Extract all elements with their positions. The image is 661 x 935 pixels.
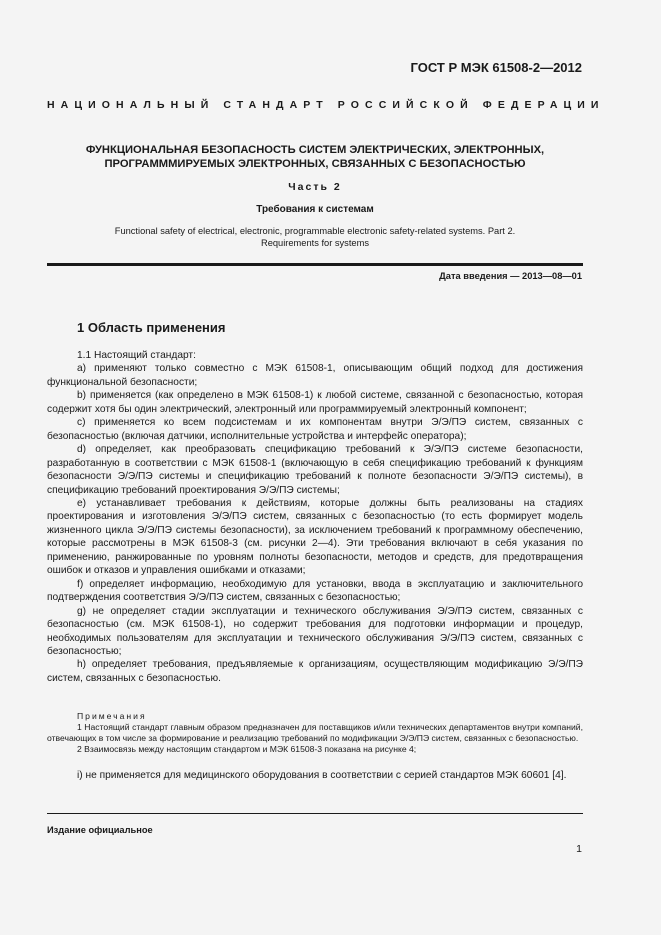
header-divider: [47, 263, 583, 266]
section-heading: 1 Область применения: [77, 320, 226, 335]
list-item: e) устанавливает требования к действиям, которые должны быть реализованы на стадиях проектирования и изготовления Э/Э/ПЭ систем, связанных с безопасностью (то есть формирует модель жизненного цикла Э/Э/ПЭ системы безопасности), за исключением требований к программному обеспечению, которые рассмотрены в МЭК 61508-3 (см. рисунки 2—4). Эти требования включают в себя указания по применению, ранжированные по уровням полноты безопасности, методов и средств, для предотвращения ошибок и отказов и управления ошибками и отказами;: [47, 497, 583, 577]
notes-block: [47, 711, 583, 755]
note-item: 1 Настоящий стандарт главным образом предназначен для поставщиков и/или технических департаментов внутри компаний, отвечающих в том числе за формирование и реализацию требований по модификации Э/Э/ПЭ систем, связанных с безопасностью.: [47, 721, 583, 743]
list-item: b) применяется (как определено в МЭК 61508-1) к любой системе, связанной с безопасностью, которая содержит хотя бы один электрический, электронный или программируемый электронный компонент;: [47, 390, 583, 415]
title-line-2: ПРОГРАМММИРУЕМЫХ ЭЛЕКТРОННЫХ, СВЯЗАННЫХ С БЕЗОПАСНОСТЬЮ: [104, 157, 526, 170]
lead-paragraph: 1.1 Настоящий стандарт:: [77, 350, 196, 361]
english-title: [47, 226, 583, 249]
list-item: h) определяет требования, предъявляемые к организациям, осуществляющим модификацию Э/Э/ПЭ систем, связанных с безопасностью.: [47, 659, 583, 684]
page-number: 1: [576, 843, 582, 855]
list-item: c) применяется ко всем подсистемам и их компонентам внутри Э/Э/ПЭ систем, связанных с безопасностью (включая датчики, исполнительные устройства и интерфейс оператора);: [47, 417, 583, 442]
national-standard-banner: НАЦИОНАЛЬНЫЙ СТАНДАРТ РОССИЙСКОЙ ФЕДЕРАЦИИ: [47, 99, 605, 111]
standard-title: [47, 144, 583, 171]
list-item: а) применяют только совместно с МЭК 61508-1, описывающим общий подход для достижения функциональной безопасности;: [47, 363, 583, 388]
footer-divider: [47, 813, 583, 814]
part-label: Часть 2: [288, 181, 342, 193]
section-body: [47, 349, 583, 685]
edition-label: Издание официальное: [47, 825, 153, 835]
note-item: 2 Взаимосвязь между настоящим стандартом и МЭК 61508-3 показана на рисунке 4;: [77, 743, 417, 754]
notes-heading: Примечания: [77, 711, 147, 721]
list-item: i) не применяется для медицинского оборудования в соответствии с серией стандартов МЭК 60601 [4].: [77, 770, 567, 781]
introduction-date: Дата введения — 2013—08—01: [439, 271, 582, 281]
english-title-line-2: Requirements for systems: [261, 237, 369, 248]
list-item: g) не определяет стадии эксплуатации и технического обслуживания Э/Э/ПЭ систем, связанных с безопасностью (см. МЭК 61508-1), но содержит требования для подготовки информации и процедур, необходимых пользователям для эксплуатации и технического обслуживания Э/Э/ПЭ систем, связанных с безопасностью;: [47, 605, 583, 657]
english-title-line-1: Functional safety of electrical, electronic, programmable electronic safety-related systems. Part 2.: [114, 226, 516, 236]
document-code: ГОСТ Р МЭК 61508-2—2012: [410, 60, 582, 75]
list-item: d) определяет, как преобразовать спецификацию требований к Э/Э/ПЭ системе безопасности, разработанную в соответствии с МЭК 61508-1 (включающую в себя спецификацию требований к функциям безопасности Э/Э/ПЭ системы и спецификацию требований к полноте безопасности Э/Э/ПЭ системы), в спецификацию требований проектирования Э/Э/ПЭ системы;: [47, 444, 583, 496]
last-list-item: [47, 769, 583, 782]
part-subtitle: Требования к системам: [256, 204, 374, 215]
list-item: f) определяет информацию, необходимую для установки, ввода в эксплуатацию и заключительного подтверждения соответствия Э/Э/ПЭ систем, связанных с безопасностью;: [47, 578, 583, 604]
title-line-1: ФУНКЦИОНАЛЬНАЯ БЕЗОПАСНОСТЬ СИСТЕМ ЭЛЕКТРИЧЕСКИХ, ЭЛЕКТРОННЫХ,: [85, 144, 545, 156]
